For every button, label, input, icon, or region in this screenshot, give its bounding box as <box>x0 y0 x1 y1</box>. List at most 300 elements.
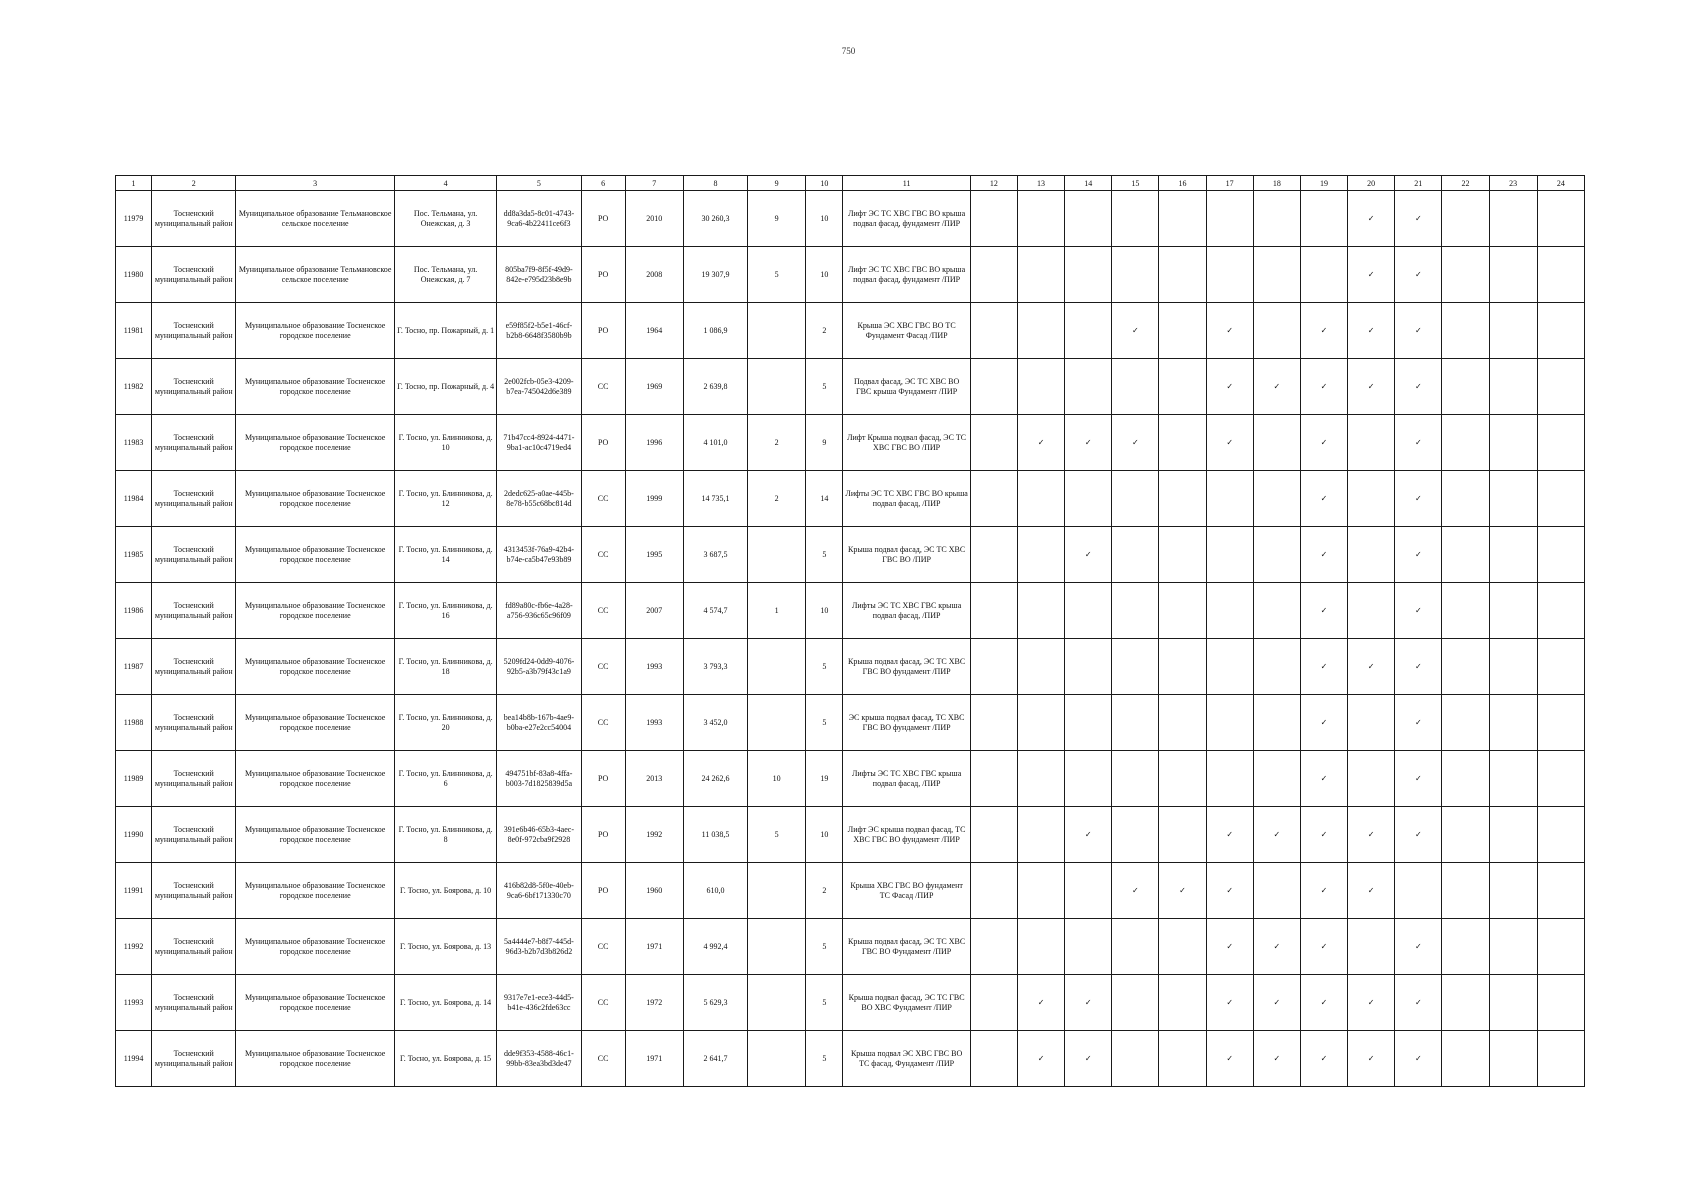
check-mark-icon: ✓ <box>1300 919 1347 975</box>
district-cell: Тосненский муниципальный район <box>152 583 236 639</box>
col9-cell <box>748 919 806 975</box>
empty-cell <box>1065 751 1112 807</box>
check-mark-icon: ✓ <box>1253 807 1300 863</box>
district-cell: Тосненский муниципальный район <box>152 471 236 527</box>
municipality-cell: Муниципальное образование Тельмановское сельское поселение <box>236 191 395 247</box>
municipality-cell: Муниципальное образование Тосненское городское поселение <box>236 695 395 751</box>
column-header-11: 11 <box>843 176 970 191</box>
empty-cell <box>1253 639 1300 695</box>
empty-cell <box>1489 471 1537 527</box>
ownership-type-cell: СС <box>581 695 625 751</box>
works-list-cell: Крыша подвал ЭС ХВС ГВС ВО ТС фасад, Фундамент /ПИР <box>843 1031 970 1087</box>
empty-cell <box>1206 471 1253 527</box>
table-row <box>116 975 1585 1031</box>
col10-cell: 14 <box>806 471 843 527</box>
check-mark-icon: ✓ <box>1348 1031 1395 1087</box>
municipality-cell: Муниципальное образование Тосненское городское поселение <box>236 807 395 863</box>
check-mark-icon: ✓ <box>1395 639 1442 695</box>
empty-cell <box>1489 415 1537 471</box>
address-cell: Г. Тосно, пр. Пожарный, д. 4 <box>394 359 496 415</box>
address-cell: Г. Тосно, ул. Блинникова, д. 16 <box>394 583 496 639</box>
check-mark-icon: ✓ <box>1300 695 1347 751</box>
year-cell: 1971 <box>625 1031 683 1087</box>
empty-cell <box>1442 359 1489 415</box>
check-mark-icon: ✓ <box>1348 303 1395 359</box>
col10-cell: 10 <box>806 247 843 303</box>
check-mark-icon: ✓ <box>1206 919 1253 975</box>
check-mark-icon: ✓ <box>1348 639 1395 695</box>
check-mark-icon: ✓ <box>1112 863 1159 919</box>
empty-cell <box>1537 583 1584 639</box>
works-list-cell: Подвал фасад, ЭС ТС ХВС ВО ГВС крыша Фундамент /ПИР <box>843 359 970 415</box>
address-cell: Г. Тосно, ул. Блинникова, д. 12 <box>394 471 496 527</box>
works-list-cell: Лифты ЭС ТС ХВС ГВС крыша подвал фасад, /ПИР <box>843 751 970 807</box>
empty-cell <box>970 247 1017 303</box>
empty-cell <box>1112 583 1159 639</box>
col9-cell <box>748 527 806 583</box>
empty-cell <box>1112 751 1159 807</box>
address-cell: Г. Тосно, ул. Боярова, д. 10 <box>394 863 496 919</box>
empty-cell <box>970 863 1017 919</box>
table-row <box>116 863 1585 919</box>
empty-cell <box>1159 639 1206 695</box>
address-cell: Г. Тосно, ул. Блинникова, д. 10 <box>394 415 496 471</box>
column-header-5: 5 <box>497 176 581 191</box>
year-cell: 1971 <box>625 919 683 975</box>
row-number: 11989 <box>116 751 152 807</box>
check-mark-icon: ✓ <box>1017 975 1064 1031</box>
empty-cell <box>1300 247 1347 303</box>
ownership-type-cell: СС <box>581 639 625 695</box>
municipality-cell: Муниципальное образование Тельмановское сельское поселение <box>236 247 395 303</box>
works-list-cell: Крыша ХВС ГВС ВО фундамент ТС Фасад /ПИР <box>843 863 970 919</box>
municipality-cell: Муниципальное образование Тосненское городское поселение <box>236 527 395 583</box>
column-header-18: 18 <box>1253 176 1300 191</box>
empty-cell <box>1348 527 1395 583</box>
column-header-9: 9 <box>748 176 806 191</box>
check-mark-icon: ✓ <box>1300 527 1347 583</box>
empty-cell <box>1253 191 1300 247</box>
empty-cell <box>1112 695 1159 751</box>
table-row <box>116 303 1585 359</box>
check-mark-icon: ✓ <box>1395 807 1442 863</box>
empty-cell <box>1348 751 1395 807</box>
column-header-4: 4 <box>394 176 496 191</box>
ownership-type-cell: СС <box>581 471 625 527</box>
check-mark-icon: ✓ <box>1300 1031 1347 1087</box>
col9-cell: 1 <box>748 583 806 639</box>
check-mark-icon: ✓ <box>1206 303 1253 359</box>
check-mark-icon: ✓ <box>1206 807 1253 863</box>
works-list-cell: Лифты ЭС ТС ХВС ГВС ВО крыша подвал фасад, /ПИР <box>843 471 970 527</box>
column-header-13: 13 <box>1017 176 1064 191</box>
empty-cell <box>1253 471 1300 527</box>
column-header-8: 8 <box>683 176 747 191</box>
page-number: 750 <box>841 46 856 56</box>
empty-cell <box>1537 303 1584 359</box>
table-row <box>116 919 1585 975</box>
empty-cell <box>970 471 1017 527</box>
area-cell: 3 452,0 <box>683 695 747 751</box>
empty-cell <box>1017 807 1064 863</box>
house-id-cell: 805ba7f9-8f5f-49d9-842e-e795d23b8e9b <box>497 247 581 303</box>
ownership-type-cell: СС <box>581 527 625 583</box>
empty-cell <box>1537 359 1584 415</box>
address-cell: Г. Тосно, ул. Блинникова, д. 8 <box>394 807 496 863</box>
table-row <box>116 527 1585 583</box>
row-number: 11984 <box>116 471 152 527</box>
area-cell: 3 793,3 <box>683 639 747 695</box>
empty-cell <box>970 303 1017 359</box>
municipality-cell: Муниципальное образование Тосненское городское поселение <box>236 415 395 471</box>
empty-cell <box>970 919 1017 975</box>
district-cell: Тосненский муниципальный район <box>152 1031 236 1087</box>
row-number: 11982 <box>116 359 152 415</box>
empty-cell <box>1442 751 1489 807</box>
empty-cell <box>970 415 1017 471</box>
empty-cell <box>1159 527 1206 583</box>
check-mark-icon: ✓ <box>1395 247 1442 303</box>
col9-cell: 5 <box>748 807 806 863</box>
house-id-cell: fd89a80c-fb6e-4a28-a756-936c65c96f09 <box>497 583 581 639</box>
municipality-cell: Муниципальное образование Тосненское городское поселение <box>236 975 395 1031</box>
empty-cell <box>1253 415 1300 471</box>
empty-cell <box>1537 1031 1584 1087</box>
empty-cell <box>1017 695 1064 751</box>
works-list-cell: Лифт ЭС крыша подвал фасад, ТС ХВС ГВС ВО фундамент /ПИР <box>843 807 970 863</box>
ownership-type-cell: СС <box>581 583 625 639</box>
empty-cell <box>1253 247 1300 303</box>
area-cell: 610,0 <box>683 863 747 919</box>
ownership-type-cell: СС <box>581 359 625 415</box>
table-row <box>116 639 1585 695</box>
municipality-cell: Муниципальное образование Тосненское городское поселение <box>236 303 395 359</box>
col10-cell: 9 <box>806 415 843 471</box>
col9-cell <box>748 359 806 415</box>
column-header-6: 6 <box>581 176 625 191</box>
empty-cell <box>970 695 1017 751</box>
check-mark-icon: ✓ <box>1112 415 1159 471</box>
check-mark-icon: ✓ <box>1395 359 1442 415</box>
empty-cell <box>1489 527 1537 583</box>
table-row <box>116 1031 1585 1087</box>
row-number: 11979 <box>116 191 152 247</box>
empty-cell <box>1537 639 1584 695</box>
house-id-cell: dde9f353-4588-46c1-99bb-83ea3bd3de47 <box>497 1031 581 1087</box>
empty-cell <box>970 359 1017 415</box>
empty-cell <box>970 807 1017 863</box>
table-row <box>116 359 1585 415</box>
empty-cell <box>1253 695 1300 751</box>
house-id-cell: 494751bf-83a8-4ffa-b003-7d1825839d5a <box>497 751 581 807</box>
col9-cell <box>748 639 806 695</box>
ownership-type-cell: СС <box>581 919 625 975</box>
house-id-cell: 5209fd24-0dd9-4076-92b5-a3b79f43c1a9 <box>497 639 581 695</box>
column-header-22: 22 <box>1442 176 1489 191</box>
row-number: 11987 <box>116 639 152 695</box>
year-cell: 1964 <box>625 303 683 359</box>
empty-cell <box>1442 695 1489 751</box>
empty-cell <box>1489 247 1537 303</box>
header-row <box>116 176 1585 191</box>
row-number: 11988 <box>116 695 152 751</box>
works-list-cell: Лифт ЭС ТС ХВС ГВС ВО крыша подвал фасад, фундамент /ПИР <box>843 247 970 303</box>
year-cell: 1999 <box>625 471 683 527</box>
empty-cell <box>1442 1031 1489 1087</box>
empty-cell <box>1253 583 1300 639</box>
empty-cell <box>1442 975 1489 1031</box>
address-cell: Г. Тосно, ул. Боярова, д. 13 <box>394 919 496 975</box>
district-cell: Тосненский муниципальный район <box>152 359 236 415</box>
address-cell: Г. Тосно, ул. Боярова, д. 14 <box>394 975 496 1031</box>
year-cell: 1992 <box>625 807 683 863</box>
year-cell: 1960 <box>625 863 683 919</box>
check-mark-icon: ✓ <box>1206 863 1253 919</box>
empty-cell <box>970 527 1017 583</box>
works-list-cell: Лифт Крыша подвал фасад, ЭС ТС ХВС ГВС ВО /ПИР <box>843 415 970 471</box>
empty-cell <box>1112 975 1159 1031</box>
empty-cell <box>1489 919 1537 975</box>
column-header-17: 17 <box>1206 176 1253 191</box>
house-id-cell: 2dedc625-a0ae-445b-8e78-b55c68bc814d <box>497 471 581 527</box>
empty-cell <box>1348 919 1395 975</box>
works-list-cell: ЭС крыша подвал фасад, ТС ХВС ГВС ВО фундамент /ПИР <box>843 695 970 751</box>
col10-cell: 5 <box>806 527 843 583</box>
empty-cell <box>1112 247 1159 303</box>
area-cell: 19 307,9 <box>683 247 747 303</box>
col10-cell: 5 <box>806 1031 843 1087</box>
empty-cell <box>1017 919 1064 975</box>
district-cell: Тосненский муниципальный район <box>152 527 236 583</box>
empty-cell <box>1489 863 1537 919</box>
register-table <box>115 175 1585 1087</box>
house-id-cell: 71b47cc4-8924-4471-9ba1-ac10c4719ed4 <box>497 415 581 471</box>
empty-cell <box>1017 247 1064 303</box>
column-header-2: 2 <box>152 176 236 191</box>
column-header-24: 24 <box>1537 176 1584 191</box>
col9-cell: 10 <box>748 751 806 807</box>
house-id-cell: 416b82d8-5f0e-40eb-9ca6-6bf171330c70 <box>497 863 581 919</box>
area-cell: 4 992,4 <box>683 919 747 975</box>
empty-cell <box>1159 695 1206 751</box>
check-mark-icon: ✓ <box>1348 807 1395 863</box>
column-header-21: 21 <box>1395 176 1442 191</box>
empty-cell <box>1489 359 1537 415</box>
col9-cell <box>748 975 806 1031</box>
empty-cell <box>1112 359 1159 415</box>
empty-cell <box>1442 807 1489 863</box>
empty-cell <box>1489 751 1537 807</box>
empty-cell <box>1017 583 1064 639</box>
empty-cell <box>1442 527 1489 583</box>
works-list-cell: Лифт ЭС ТС ХВС ГВС ВО крыша подвал фасад, фундамент /ПИР <box>843 191 970 247</box>
empty-cell <box>1253 751 1300 807</box>
check-mark-icon: ✓ <box>1112 303 1159 359</box>
municipality-cell: Муниципальное образование Тосненское городское поселение <box>236 919 395 975</box>
empty-cell <box>1065 303 1112 359</box>
empty-cell <box>1206 247 1253 303</box>
check-mark-icon: ✓ <box>1348 359 1395 415</box>
district-cell: Тосненский муниципальный район <box>152 247 236 303</box>
check-mark-icon: ✓ <box>1253 975 1300 1031</box>
house-id-cell: bea14b8b-167b-4ae9-b0ba-e27e2cc54004 <box>497 695 581 751</box>
empty-cell <box>1348 583 1395 639</box>
col10-cell: 5 <box>806 639 843 695</box>
col9-cell: 9 <box>748 191 806 247</box>
check-mark-icon: ✓ <box>1253 1031 1300 1087</box>
column-header-3: 3 <box>236 176 395 191</box>
check-mark-icon: ✓ <box>1017 1031 1064 1087</box>
empty-cell <box>1159 303 1206 359</box>
house-id-cell: 2e002fcb-05e3-4209-b7ea-745042d6e389 <box>497 359 581 415</box>
year-cell: 1993 <box>625 639 683 695</box>
empty-cell <box>1112 527 1159 583</box>
row-number: 11992 <box>116 919 152 975</box>
address-cell: Пос. Тельмана, ул. Онежская, д. 3 <box>394 191 496 247</box>
empty-cell <box>1537 527 1584 583</box>
column-header-16: 16 <box>1159 176 1206 191</box>
works-list-cell: Крыша подвал фасад, ЭС ТС ХВС ГВС ВО Фундамент /ПИР <box>843 919 970 975</box>
empty-cell <box>1159 919 1206 975</box>
address-cell: Г. Тосно, ул. Блинникова, д. 14 <box>394 527 496 583</box>
check-mark-icon: ✓ <box>1253 919 1300 975</box>
check-mark-icon: ✓ <box>1065 975 1112 1031</box>
empty-cell <box>1489 975 1537 1031</box>
row-number: 11994 <box>116 1031 152 1087</box>
check-mark-icon: ✓ <box>1395 527 1442 583</box>
empty-cell <box>1159 359 1206 415</box>
empty-cell <box>1537 247 1584 303</box>
district-cell: Тосненский муниципальный район <box>152 807 236 863</box>
ownership-type-cell: РО <box>581 863 625 919</box>
empty-cell <box>1159 583 1206 639</box>
district-cell: Тосненский муниципальный район <box>152 975 236 1031</box>
col10-cell: 5 <box>806 359 843 415</box>
check-mark-icon: ✓ <box>1159 863 1206 919</box>
ownership-type-cell: СС <box>581 1031 625 1087</box>
works-list-cell: Крыша подвал фасад, ЭС ТС ХВС ГВС ВО фундамент /ПИР <box>843 639 970 695</box>
area-cell: 2 641,7 <box>683 1031 747 1087</box>
district-cell: Тосненский муниципальный район <box>152 191 236 247</box>
check-mark-icon: ✓ <box>1300 975 1347 1031</box>
year-cell: 2010 <box>625 191 683 247</box>
empty-cell <box>1017 527 1064 583</box>
empty-cell <box>1442 583 1489 639</box>
ownership-type-cell: РО <box>581 751 625 807</box>
works-list-cell: Крыша подвал фасад, ЭС ТС ХВС ГВС ВО /ПИР <box>843 527 970 583</box>
area-cell: 14 735,1 <box>683 471 747 527</box>
empty-cell <box>1348 695 1395 751</box>
district-cell: Тосненский муниципальный район <box>152 695 236 751</box>
col9-cell <box>748 695 806 751</box>
empty-cell <box>1537 863 1584 919</box>
empty-cell <box>1159 975 1206 1031</box>
district-cell: Тосненский муниципальный район <box>152 415 236 471</box>
ownership-type-cell: РО <box>581 807 625 863</box>
year-cell: 1996 <box>625 415 683 471</box>
district-cell: Тосненский муниципальный район <box>152 303 236 359</box>
col10-cell: 10 <box>806 191 843 247</box>
check-mark-icon: ✓ <box>1206 415 1253 471</box>
check-mark-icon: ✓ <box>1065 415 1112 471</box>
check-mark-icon: ✓ <box>1395 751 1442 807</box>
empty-cell <box>970 1031 1017 1087</box>
col10-cell: 2 <box>806 303 843 359</box>
empty-cell <box>970 975 1017 1031</box>
address-cell: Г. Тосно, пр. Пожарный, д. 1 <box>394 303 496 359</box>
check-mark-icon: ✓ <box>1206 359 1253 415</box>
empty-cell <box>1065 359 1112 415</box>
empty-cell <box>1537 191 1584 247</box>
empty-cell <box>1065 247 1112 303</box>
empty-cell <box>1159 191 1206 247</box>
empty-cell <box>970 191 1017 247</box>
empty-cell <box>1206 751 1253 807</box>
empty-cell <box>1300 191 1347 247</box>
column-header-14: 14 <box>1065 176 1112 191</box>
empty-cell <box>1442 863 1489 919</box>
col9-cell: 5 <box>748 247 806 303</box>
check-mark-icon: ✓ <box>1395 975 1442 1031</box>
empty-cell <box>1112 807 1159 863</box>
check-mark-icon: ✓ <box>1300 359 1347 415</box>
empty-cell <box>1489 639 1537 695</box>
table-row <box>116 751 1585 807</box>
empty-cell <box>1206 527 1253 583</box>
empty-cell <box>1065 863 1112 919</box>
ownership-type-cell: РО <box>581 303 625 359</box>
empty-cell <box>1537 471 1584 527</box>
empty-cell <box>1112 639 1159 695</box>
empty-cell <box>1537 807 1584 863</box>
table-row <box>116 247 1585 303</box>
empty-cell <box>1442 247 1489 303</box>
empty-cell <box>1017 303 1064 359</box>
works-list-cell: Крыша ЭС ХВС ГВС ВО ТС Фундамент Фасад /ПИР <box>843 303 970 359</box>
ownership-type-cell: РО <box>581 191 625 247</box>
col10-cell: 2 <box>806 863 843 919</box>
area-cell: 11 038,5 <box>683 807 747 863</box>
year-cell: 2008 <box>625 247 683 303</box>
empty-cell <box>1112 191 1159 247</box>
column-header-15: 15 <box>1112 176 1159 191</box>
works-list-cell: Лифты ЭС ТС ХВС ГВС крыша подвал фасад, /ПИР <box>843 583 970 639</box>
ownership-type-cell: РО <box>581 415 625 471</box>
check-mark-icon: ✓ <box>1348 247 1395 303</box>
col10-cell: 5 <box>806 695 843 751</box>
check-mark-icon: ✓ <box>1395 191 1442 247</box>
empty-cell <box>1489 1031 1537 1087</box>
works-list-cell: Крыша подвал фасад, ЭС ТС ГВС ВО ХВС Фундамент /ПИР <box>843 975 970 1031</box>
check-mark-icon: ✓ <box>1065 1031 1112 1087</box>
check-mark-icon: ✓ <box>1300 583 1347 639</box>
house-id-cell: 391e6b46-65b3-4aec-8e0f-972cba9f2928 <box>497 807 581 863</box>
municipality-cell: Муниципальное образование Тосненское городское поселение <box>236 471 395 527</box>
empty-cell <box>1537 751 1584 807</box>
district-cell: Тосненский муниципальный район <box>152 919 236 975</box>
empty-cell <box>1442 639 1489 695</box>
row-number: 11981 <box>116 303 152 359</box>
row-number: 11993 <box>116 975 152 1031</box>
col9-cell <box>748 1031 806 1087</box>
empty-cell <box>1065 471 1112 527</box>
check-mark-icon: ✓ <box>1300 415 1347 471</box>
empty-cell <box>1112 1031 1159 1087</box>
check-mark-icon: ✓ <box>1300 751 1347 807</box>
address-cell: Г. Тосно, ул. Блинникова, д. 20 <box>394 695 496 751</box>
empty-cell <box>1159 471 1206 527</box>
empty-cell <box>1159 247 1206 303</box>
